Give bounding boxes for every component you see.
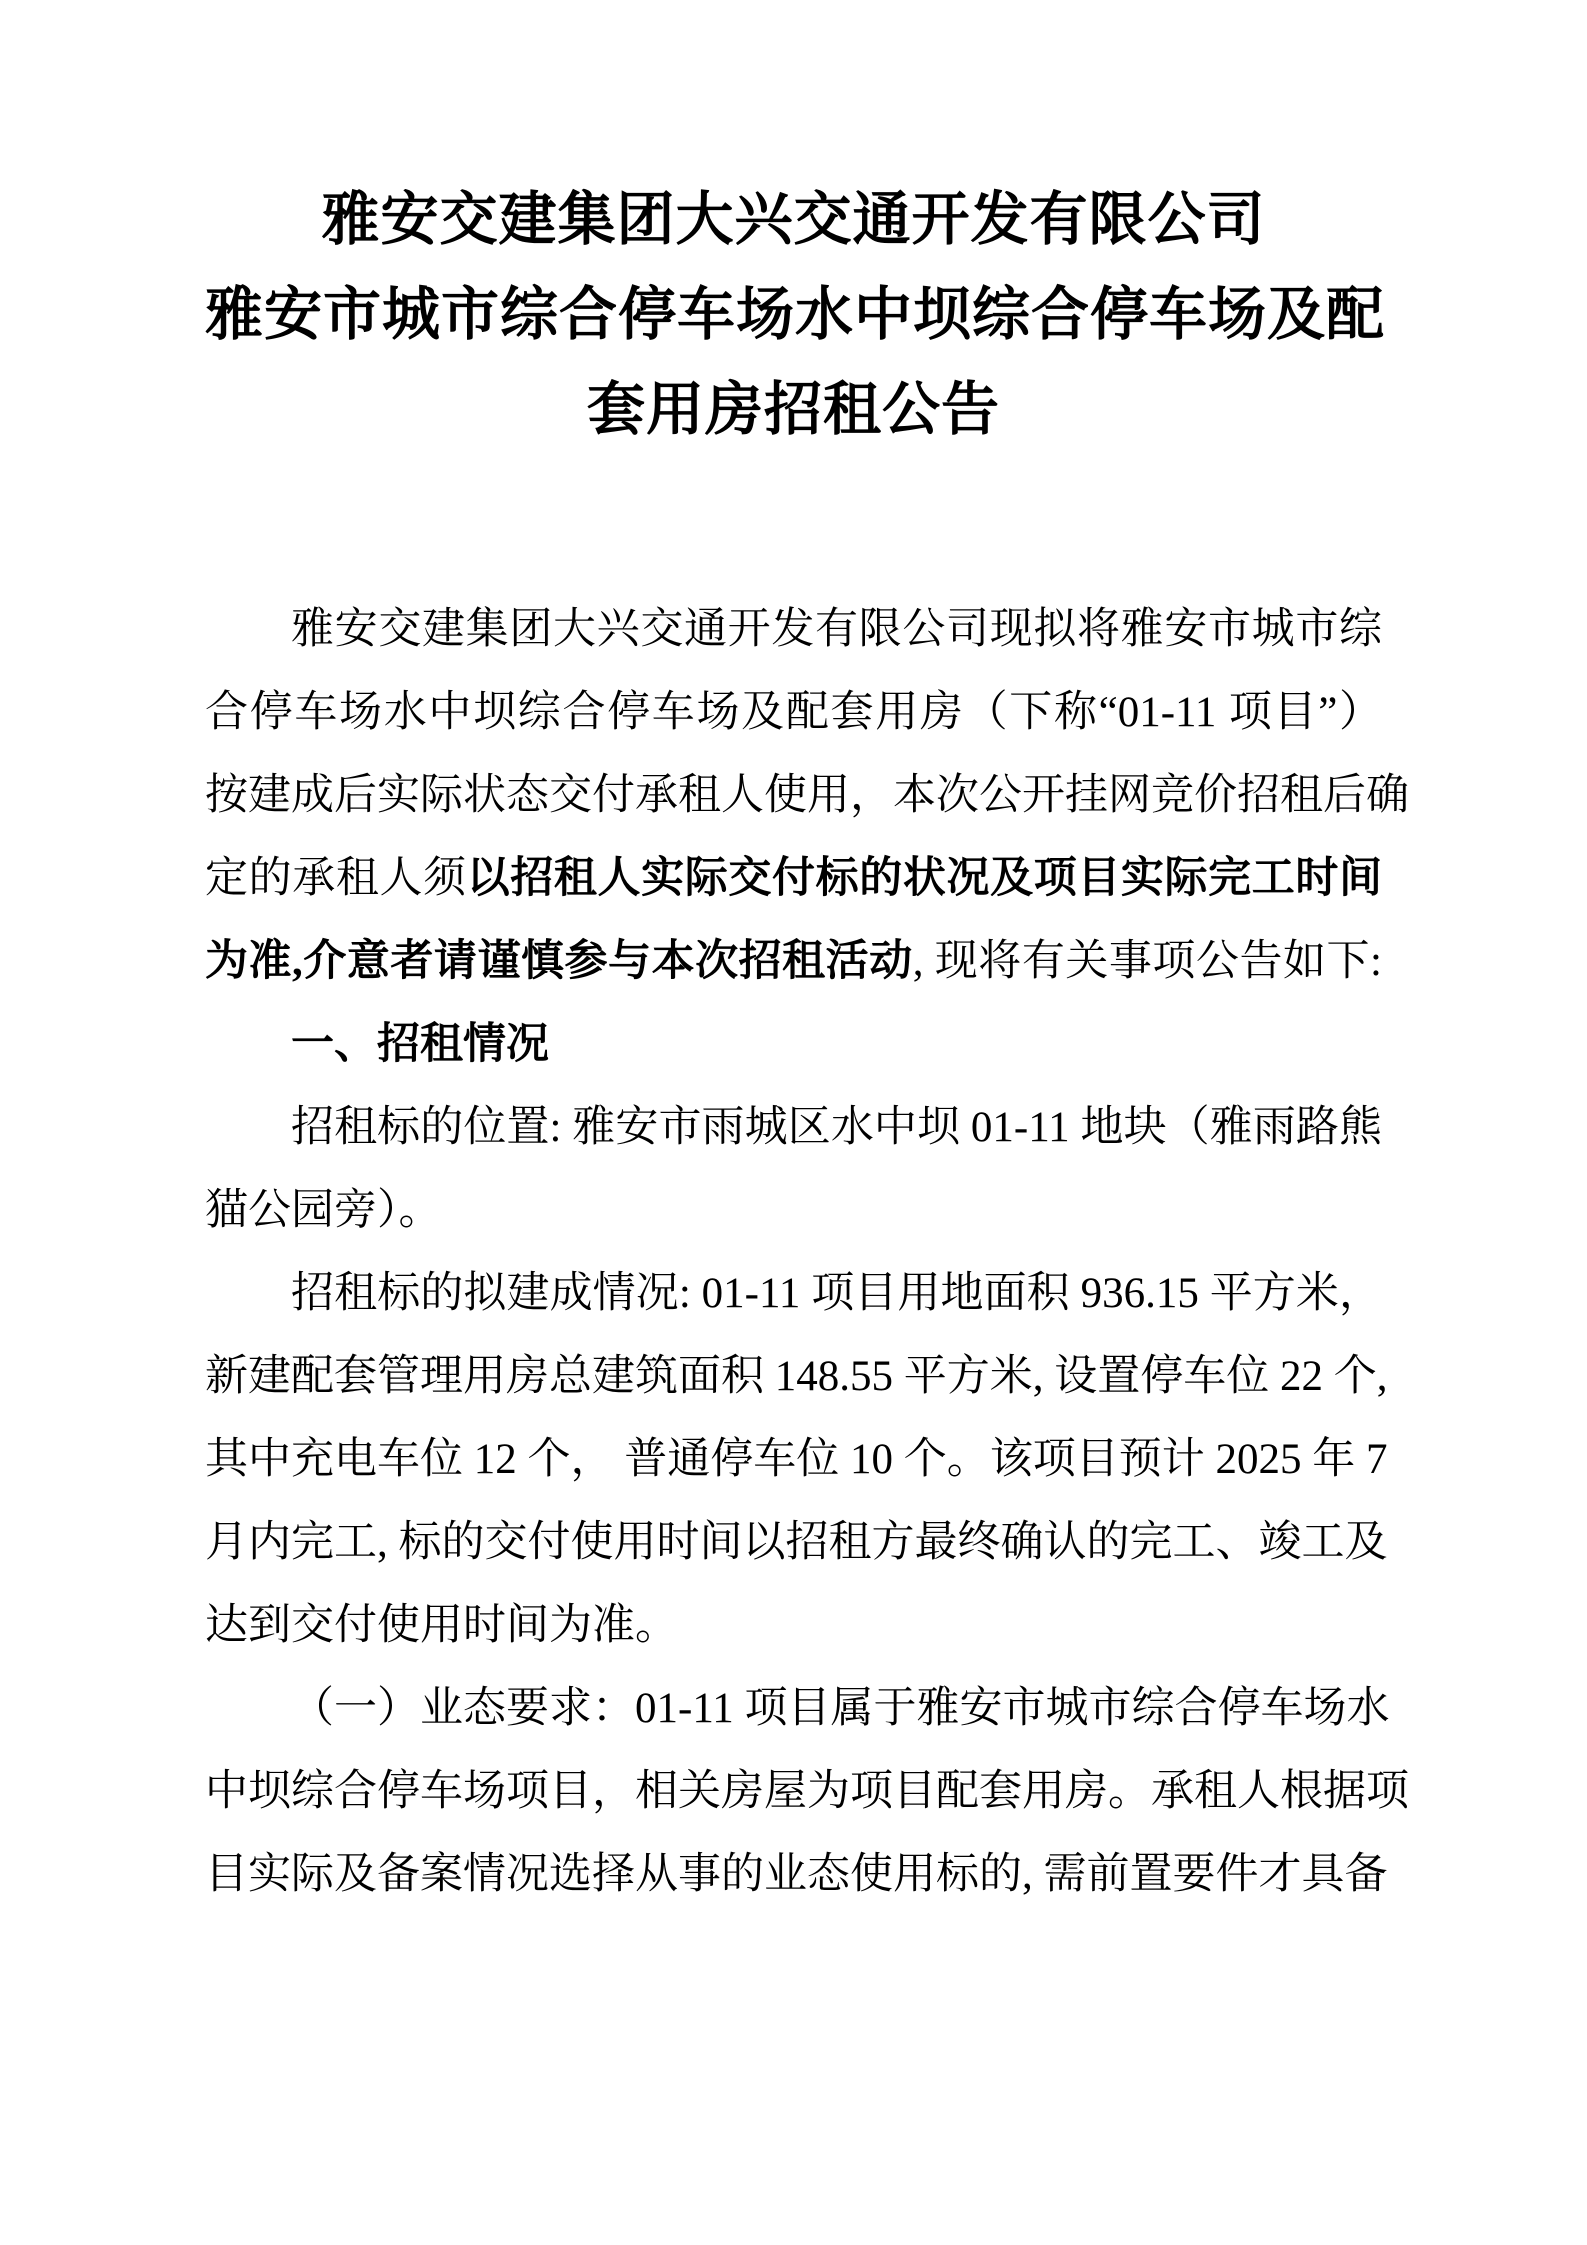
location-line-2: 猫公园旁）。 xyxy=(205,1187,442,1234)
intro-line-5-regular: , 现将有关事项公告如下: xyxy=(912,938,1382,985)
intro-line-3: 按建成后实际状态交付承租人使用，本次公开挂网竞价招租后确 xyxy=(205,772,1409,819)
location-line-1: 招租标的位置: 雅安市雨城区水中坝 01-11 地块（雅雨路熊 xyxy=(291,1104,1382,1151)
business-requirement-line-3: 目实际及备案情况选择从事的业态使用标的, 需前置要件才具备 xyxy=(205,1851,1388,1898)
intro-line-5 xyxy=(205,920,1382,1003)
document-body xyxy=(205,588,1409,1916)
intro-line-4-regular: 定的承租人须 xyxy=(205,855,467,902)
construction-line-3: 其中充电车位 12 个， 普通停车位 10 个。该项目预计 2025 年 7 xyxy=(205,1436,1388,1483)
intro-line-4 xyxy=(205,837,1382,920)
business-requirement-line-1: （一）业态要求：01-11 项目属于雅安市城市综合停车场水 xyxy=(291,1685,1390,1732)
intro-line-4-bold: 以招租人实际交付标的状况及项目实际完工时间 xyxy=(466,855,1383,902)
title-line-3: 套用房招租公告 xyxy=(586,377,1000,442)
title-line-2: 雅安市城市综合停车场水中坝综合停车场及配 xyxy=(205,282,1386,347)
construction-line-1: 招租标的拟建成情况: 01-11 项目用地面积 936.15 平方米， xyxy=(291,1270,1382,1317)
construction-line-4: 月内完工, 标的交付使用时间以招租方最终确认的完工、竣工及 xyxy=(205,1519,1388,1566)
construction-line-5: 达到交付使用时间为准。 xyxy=(205,1602,678,1649)
intro-line-1: 雅安交建集团大兴交通开发有限公司现拟将雅安市城市综 xyxy=(291,606,1382,653)
business-requirement-line-2: 中坝综合停车场项目，相关房屋为项目配套用房。承租人根据项 xyxy=(205,1768,1409,1815)
document-title xyxy=(205,172,1386,457)
intro-line-5-bold: 为准,介意者请谨慎参与本次招租活动 xyxy=(205,938,913,985)
section-heading-rental-overview: 一、招租情况 xyxy=(291,1020,549,1068)
construction-line-2: 新建配套管理用房总建筑面积 148.55 平方米, 设置停车位 22 个, xyxy=(205,1353,1388,1400)
title-line-1: 雅安交建集团大兴交通开发有限公司 xyxy=(321,187,1266,252)
intro-line-2: 合停车场水中坝综合停车场及配套用房（下称“01-11 项目”） xyxy=(205,689,1382,736)
